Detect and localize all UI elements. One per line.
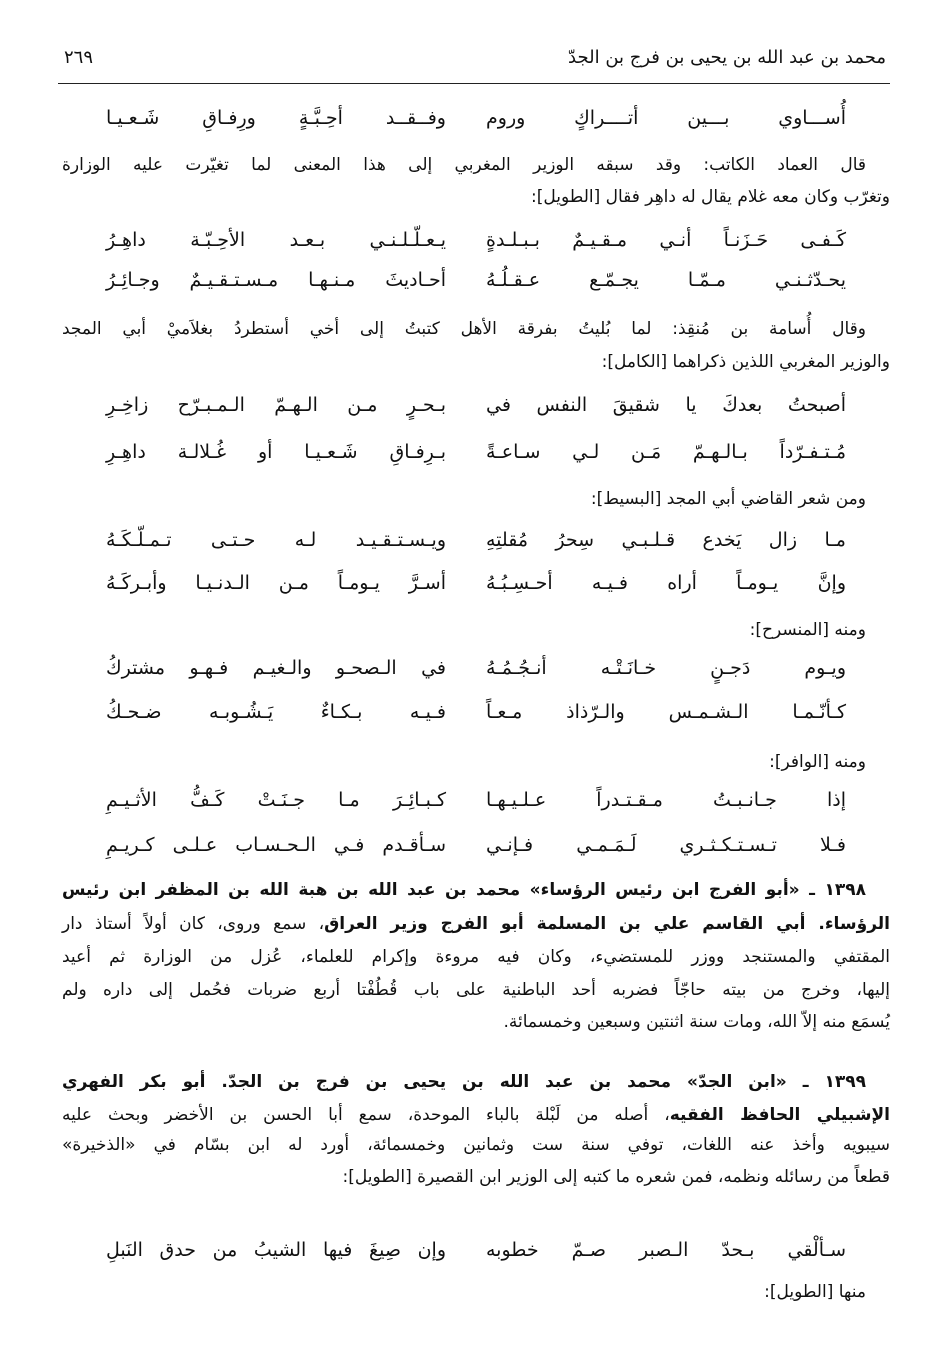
text-segment: وقال أُسامة بن مُنقِذ: لما بُليتُ بفرقة الأهل كتبتُ إلى أخي أستطردُ بغلاَميْ أبي المجد (62, 319, 866, 339)
prose-line (62, 182, 890, 212)
verse-hemistich-right: كـأنّـمـا الـشـمـس والـرّذاذ مـعـاً (486, 701, 846, 723)
text-segment: ومن شعر القاضي أبي المجد [البسيط]: (590, 489, 866, 509)
prose-line (62, 875, 866, 905)
verse-hemistich-left: سـأقـدم فـي الـحـسـاب عـلـى كـريـمِ (106, 834, 446, 856)
text-segment: ومنه [المنسرح]: (749, 620, 866, 640)
verse-hemistich-right: سـألْقي بـحدّ الـصبر صـمّ خطوبه (486, 1239, 846, 1261)
text-segment: ، سمع وروى، كان أولاً أستاذ دار (62, 914, 325, 934)
verse-hemistich-right: أصبحتُ بعدكَ يا شقيقَ النفس في (486, 394, 846, 416)
verse-hemistich-right: مـا زال يَخدع قـلـبـي سِحرُ مُقلتِهِ (486, 529, 846, 551)
verse-hemistich-left: ويـسـتـقـيـد لـه حـتـى تـمـلّـكَـهُ (106, 529, 446, 551)
verse-hemistich-right: ويـوم دَجـنٍ خـانَـتْـه أنـجُـمُـهُ (486, 657, 846, 679)
prose-line (62, 347, 890, 377)
verse-hemistich-right: كَـفـى حَـزَنـاً أنـي مـقـيـمٌ بـبـلـدةٍ (486, 229, 846, 251)
prose-line (62, 942, 890, 972)
verse-hemistich-left: بـرِفـاقِ شَـعـيـا أو غُـلالـة داهِـرِ (106, 441, 446, 463)
verse-hemistich-right: فـلا تـسـتـكـثـري لَـمَـمـي فـإنـي (486, 834, 846, 856)
text-segment: وتغرّب وكان معه غلام يقال له داهِر فقال [الطويل]: (531, 187, 890, 207)
bold-heading-text: الإشبيلي الحافظ الفقيه (669, 1105, 890, 1125)
prose-line (62, 1162, 890, 1192)
text-segment: ومنه [الوافر]: (769, 752, 866, 772)
prose-line (62, 484, 866, 514)
verse-hemistich-left: يـعـلّـلـنـي بـعـد الأحِـبّـة داهِـرُ (106, 229, 446, 251)
text-segment: يُسمَع منه إلاّ الله، ومات سنة اثنتين وسبعين وخمسمائة. (503, 1012, 890, 1032)
text-segment: سيبويه وأخذ عنه اللغات، توفي سنة ست وثمانين وخمسمائة، أورد له ابن بسّام في «الذخيرة» (62, 1135, 890, 1155)
prose-line (62, 909, 890, 939)
verse-hemistich-left: كـبـائِـرَ مـا جـنَـتْ كَـفُّ الأثـيـمِ (106, 789, 446, 811)
text-segment: قال العماد الكاتب: وقد سبقه الوزير المغربي إلى هذا المعنى لما تغيّرت عليه الوزارة (62, 155, 866, 175)
prose-line (62, 1130, 890, 1160)
verse-hemistich-right: إذا جـانـبـتُ مـقـتـدراً عـلـيـهـا (486, 789, 846, 811)
prose-line (62, 150, 866, 180)
prose-line (62, 747, 866, 777)
prose-line (62, 1100, 890, 1130)
verse-hemistich-left: وإن صِيغَ فيها الشيبُ من حدق النَبلِ (106, 1239, 446, 1261)
verse-hemistich-left: في الـصحـو والـغيـم فـهـو مشتركُ (106, 657, 446, 679)
text-segment: والوزير المغربي اللذين ذكراهما [الكامل]: (601, 352, 890, 372)
prose-line (62, 1277, 866, 1307)
verse-hemistich-left: أسـرَّ يـومـاً مـن الـدنـيـا وأبـركَـهُ (106, 572, 446, 594)
prose-line (62, 975, 890, 1005)
verse-hemistich-right: وإنَّ يـومـاً أراه فـيـه أحـسِـبُـهُ (486, 572, 846, 594)
bold-heading-text: ١٣٩٨ ـ «أبو الفرج ابن رئيس الرؤساء» محمد بن عبد الله بن هبة الله بن المظفر ابن رئيس (62, 880, 866, 900)
text-segment: إليها، وخرج من بيته حاجّاً فضربه أحد الباطنية على باب قُطُفْتا أربع ضربات فحُمل إلى داره ولم (62, 980, 890, 1000)
verse-hemistich-left: فـيـه بـكـاءٌ يَـشُـوبـه ضـحـكُ (106, 701, 446, 723)
prose-line (62, 1067, 866, 1097)
verse-hemistich-left: وفــقــد أحِـبَّـةٍ ورِفـاقِ شَـعـيـا (106, 107, 446, 129)
prose-line (62, 1007, 890, 1037)
verse-hemistich-left: بـحـرٍ مـن الـهـمّ الـمـبـرّح زاخِـرِ (106, 394, 446, 416)
verse-hemistich-right: مُـتـفـرّداً بـالـهـمّ مَـن لـي سـاعـةً (486, 441, 846, 463)
page-number: ٢٦٩ (64, 47, 94, 68)
verse-hemistich-right: أُســـاوي بـــين أتــــراكٍ وروم (486, 107, 846, 129)
prose-line (62, 615, 866, 645)
text-segment: منها [الطويل]: (764, 1282, 866, 1302)
bold-heading-text: ١٣٩٩ ـ «ابن الجدّ» محمد بن عبد الله بن يحيى بن فرج بن الجدّ. أبو بكر الفهري (62, 1072, 866, 1092)
verse-hemistich-left: أحـاديثَ مـنـهـا مـسـتـقـيـمٌ وجـائِـرُ (106, 269, 446, 291)
header-rule (58, 83, 890, 84)
running-title: محمد بن عبد الله بن يحيى بن فرج بن الجدّ (568, 47, 886, 68)
text-segment: ، أصله من لَبْلة بالباء الموحدة، سمع أبا الحسن بن الأخضر وبحث عليه (62, 1105, 670, 1125)
verse-hemistich-right: يحـدّثـنـي مـمّـا يجـمّـع عـقـلُـهُ (486, 269, 846, 291)
bold-heading-text: الرؤساء. أبي القاسم علي بن المسلمة أبو الفرج وزير العراق (324, 914, 890, 934)
text-segment: قطعاً من رسائله ونظمه، فمن شعره ما كتبه إلى الوزير ابن القصيرة [الطويل]: (342, 1167, 890, 1187)
prose-line (62, 314, 866, 344)
text-segment: المقتفي والمستنجد ووزر للمستضيء، وكان فيه مروءة وإكرام للعلماء، عُزل من الوزارة ثم أعيد (62, 947, 890, 967)
